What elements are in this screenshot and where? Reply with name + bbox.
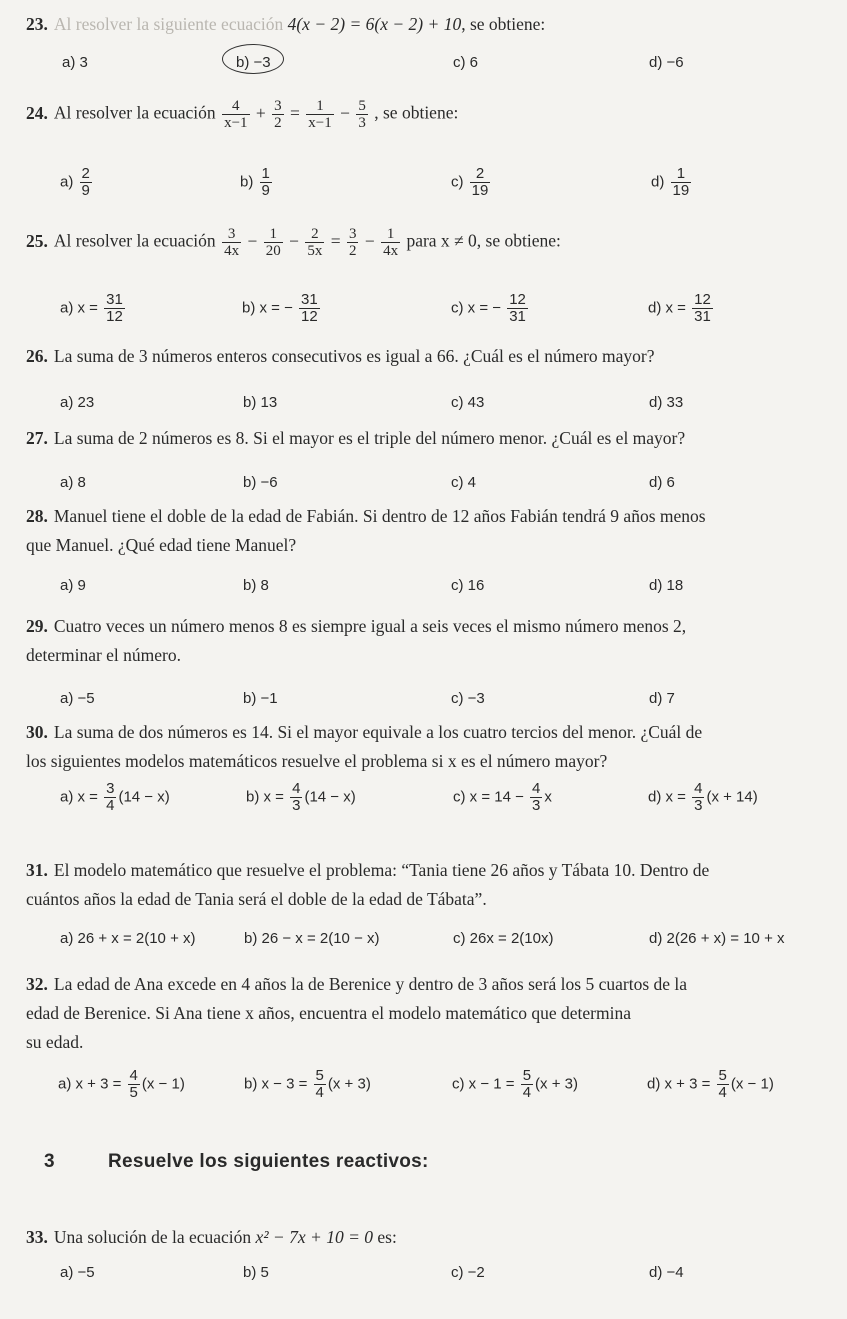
option-b[interactable]: b) −6 <box>243 474 278 491</box>
question-number: 30. <box>26 722 48 742</box>
option-c[interactable]: c) 16 <box>451 577 485 594</box>
fraction: $\frac{3}{2}$ <box>274 98 282 131</box>
question-number: 28. <box>26 506 48 526</box>
option-c[interactable]: c) x = − $\frac{12}{31}$ <box>451 291 526 325</box>
question-33 <box>26 1223 831 1252</box>
question-text: Al resolver la ecuación <box>53 230 216 251</box>
options-27 <box>0 468 847 498</box>
option-c[interactable]: c) $\frac{2}{19}$ <box>451 165 489 199</box>
option-b[interactable]: b) 8 <box>243 577 269 594</box>
options-24 <box>0 165 847 199</box>
option-a[interactable]: a) −5 <box>60 690 95 707</box>
question-text: Una solución de la ecuación <box>53 1227 252 1247</box>
question-text: La suma de dos números es 14. Si el mayor equivale a los cuatro tercios del menor. ¿Cuál de <box>53 722 703 742</box>
option-c[interactable]: c) x = 14 − $\frac{4}{3}$ x <box>453 780 552 814</box>
option-b[interactable]: b) −1 <box>243 690 278 707</box>
question-tail: , se obtiene: <box>461 14 546 34</box>
option-d[interactable]: d) x = $\frac{12}{31}$ <box>648 291 711 325</box>
option-a[interactable]: a) $\frac{2}{9}$ <box>60 165 90 199</box>
fraction: $\frac{5}{3}$ <box>358 98 366 131</box>
options-23 <box>0 48 847 78</box>
option-a[interactable]: a) −5 <box>60 1264 95 1281</box>
option-b[interactable]: b) 13 <box>243 394 278 411</box>
option-b[interactable]: b) x = − $\frac{31}{12}$ <box>242 291 318 325</box>
option-c[interactable]: c) −3 <box>451 690 485 707</box>
question-text: La suma de 3 números enteros consecutivos es igual a 66. ¿Cuál es el número mayor? <box>53 346 655 366</box>
question-31 <box>26 856 831 914</box>
question-text: Manuel tiene el doble de la edad de Fabián. Si dentro de 12 años Fabián tendrá 9 años menos <box>53 506 706 526</box>
option-c[interactable]: c) 6 <box>453 54 479 71</box>
question-26 <box>26 342 831 371</box>
option-d[interactable]: d) 6 <box>649 474 675 491</box>
question-text-faded: Al resolver la siguiente ecuación <box>53 14 284 34</box>
equation: 4(x − 2) = 6(x − 2) + 10 <box>287 14 462 34</box>
option-a[interactable]: a) x = $\frac{3}{4}$ (14 − x) <box>60 780 170 814</box>
options-31 <box>0 924 847 954</box>
question-number: 23. <box>26 14 48 34</box>
option-d[interactable]: d) 33 <box>649 394 684 411</box>
question-tail: , se obtiene: <box>374 102 459 123</box>
question-text: El modelo matemático que resuelve el problema: “Tania tiene 26 años y Tábata 10. Dentro de <box>53 860 710 880</box>
fraction: $\frac{4}{x-1}$ <box>224 98 248 131</box>
question-text: edad de Berenice. Si Ana tiene x años, encuentra el modelo matemático que determina <box>26 1003 631 1023</box>
question-number: 25. <box>26 230 48 251</box>
question-29 <box>26 612 831 670</box>
options-29 <box>0 684 847 714</box>
options-28 <box>0 571 847 601</box>
question-number: 32. <box>26 974 48 994</box>
options-32 <box>0 1067 847 1101</box>
option-b[interactable]: b) x − 3 = $\frac{5}{4}$ (x + 3) <box>244 1067 371 1101</box>
option-b[interactable]: b) 5 <box>243 1264 269 1281</box>
question-tail: es: <box>377 1227 397 1247</box>
question-24 <box>26 98 831 131</box>
section-title: Resuelve los siguientes reactivos: <box>108 1151 429 1172</box>
equation: $\frac{3}{4x}$ − $\frac{1}{20}$ − $\frac{2}{5x}$ = $\frac{3}{2}$ − $\frac{1}{4x}$ <box>224 226 399 259</box>
option-d[interactable]: d) 2(26 + x) = 10 + x <box>649 930 785 947</box>
question-32 <box>26 970 831 1057</box>
option-d[interactable]: d) 18 <box>649 577 684 594</box>
question-number: 33. <box>26 1227 48 1247</box>
question-text: determinar el número. <box>26 645 182 665</box>
section-heading <box>44 1151 429 1173</box>
fraction: $\frac{1}{20}$ <box>265 226 281 259</box>
option-c[interactable]: c) 4 <box>451 474 477 491</box>
question-number: 31. <box>26 860 48 880</box>
option-d[interactable]: d) $\frac{1}{19}$ <box>651 165 690 199</box>
option-a[interactable]: a) 23 <box>60 394 95 411</box>
option-a[interactable]: a) x = $\frac{31}{12}$ <box>60 291 123 325</box>
question-text: Cuatro veces un número menos 8 es siempre igual a seis veces el mismo número menos 2, <box>53 616 687 636</box>
option-a[interactable]: a) 26 + x = 2(10 + x) <box>60 930 196 947</box>
options-30 <box>0 780 847 814</box>
option-c[interactable]: c) −2 <box>451 1264 485 1281</box>
options-26 <box>0 388 847 418</box>
question-23 <box>26 10 831 39</box>
question-text: cuántos años la edad de Tania será el doble de la edad de Tábata”. <box>26 889 487 909</box>
question-condition: para x ≠ 0, se obtiene: <box>406 230 561 251</box>
option-a[interactable]: a) 8 <box>60 474 86 491</box>
question-27 <box>26 424 831 453</box>
equation: $\frac{4}{x-1}$ + $\frac{3}{2}$ = $\frac{1}{x-1}$ − $\frac{5}{3}$ <box>224 98 366 131</box>
fraction: $\frac{1}{x-1}$ <box>308 98 332 131</box>
question-text: su edad. <box>26 1032 84 1052</box>
option-a[interactable]: a) 3 <box>62 54 88 71</box>
option-b[interactable]: b) 26 − x = 2(10 − x) <box>244 930 380 947</box>
question-text: que Manuel. ¿Qué edad tiene Manuel? <box>26 535 297 555</box>
option-a[interactable]: a) 9 <box>60 577 86 594</box>
question-text: Al resolver la ecuación <box>53 102 216 123</box>
option-b[interactable]: b) $\frac{1}{9}$ <box>240 165 270 199</box>
option-b[interactable]: b) −3 <box>236 54 271 71</box>
option-d[interactable]: d) x + 3 = $\frac{5}{4}$ (x − 1) <box>647 1067 774 1101</box>
section-number: 3 <box>44 1151 55 1172</box>
fraction: $\frac{3}{4x}$ <box>224 226 240 259</box>
option-c[interactable]: c) 26x = 2(10x) <box>453 930 554 947</box>
question-25 <box>26 226 831 259</box>
equation: x² − 7x + 10 = 0 <box>255 1227 374 1247</box>
question-number: 27. <box>26 428 48 448</box>
question-text: La suma de 2 números es 8. Si el mayor es el triple del número menor. ¿Cuál es el mayor? <box>53 428 686 448</box>
option-d[interactable]: d) x = $\frac{4}{3}$ (x + 14) <box>648 780 758 814</box>
options-25 <box>0 291 847 325</box>
question-number: 29. <box>26 616 48 636</box>
option-c[interactable]: c) x − 1 = $\frac{5}{4}$ (x + 3) <box>452 1067 578 1101</box>
question-number: 24. <box>26 102 48 123</box>
fraction: $\frac{1}{4x}$ <box>383 226 399 259</box>
options-33 <box>0 1258 847 1288</box>
option-d[interactable]: d) −4 <box>649 1264 684 1281</box>
fraction: $\frac{3}{2}$ <box>348 226 357 259</box>
question-28 <box>26 502 831 560</box>
question-30 <box>26 718 831 776</box>
question-text: La edad de Ana excede en 4 años la de Berenice y dentro de 3 años será los 5 cuartos de la <box>53 974 688 994</box>
option-c[interactable]: c) 43 <box>451 394 485 411</box>
option-d[interactable]: d) 7 <box>649 690 675 707</box>
question-number: 26. <box>26 346 48 366</box>
option-d[interactable]: d) −6 <box>649 54 684 71</box>
option-b[interactable]: b) x = $\frac{4}{3}$ (14 − x) <box>246 780 356 814</box>
option-a[interactable]: a) x + 3 = $\frac{4}{5}$ (x − 1) <box>58 1067 185 1101</box>
fraction: $\frac{2}{5x}$ <box>307 226 323 259</box>
question-text: los siguientes modelos matemáticos resuelve el problema si x es el número mayor? <box>26 751 608 771</box>
